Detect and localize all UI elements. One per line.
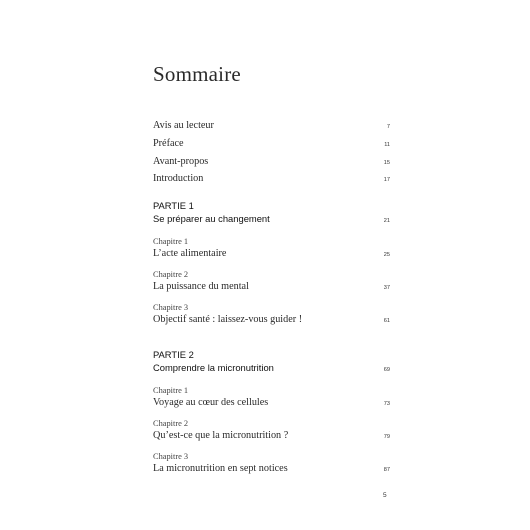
toc-entry[interactable] (153, 136, 390, 154)
chapter-page: 87 (383, 467, 390, 474)
table-of-contents (153, 118, 390, 497)
chapter-label: Chapitre 2 (153, 270, 189, 280)
toc-part-2 (153, 348, 390, 477)
chapter-entry[interactable] (153, 302, 390, 328)
chapter-page: 37 (383, 285, 390, 292)
part-page: 21 (383, 218, 390, 225)
toc-entry-page: 17 (383, 177, 390, 184)
chapter-page: 61 (383, 318, 390, 325)
toc-part-1 (153, 199, 390, 328)
chapter-label: Chapitre 3 (153, 452, 189, 462)
chapter-label: Chapitre 1 (153, 386, 189, 396)
part-title: Se préparer au changement (153, 213, 270, 225)
chapter-title: La micronutrition en sept notices (153, 463, 288, 475)
toc-entry[interactable] (153, 154, 390, 172)
part-page: 69 (383, 367, 390, 374)
toc-intro-group (153, 118, 390, 189)
toc-entry-label: Avant-propos (153, 155, 209, 167)
toc-entry-label: Introduction (153, 173, 204, 185)
chapter-label: Chapitre 3 (153, 303, 189, 313)
chapter-entry[interactable] (153, 418, 390, 444)
toc-entry-label: Préface (153, 137, 184, 149)
chapter-page: 25 (383, 252, 390, 259)
part-label: PARTIE 1 (153, 200, 194, 212)
part-label: PARTIE 2 (153, 349, 194, 361)
chapter-entry[interactable] (153, 236, 390, 262)
page-title: Sommaire (153, 62, 241, 86)
toc-entry-page: 11 (384, 141, 390, 148)
toc-entry-page: 15 (383, 159, 390, 166)
part-heading[interactable] (153, 199, 390, 228)
toc-entry-page: 7 (386, 124, 390, 130)
part-heading[interactable] (153, 348, 390, 377)
toc-entry-label: Avis au lecteur (153, 120, 214, 131)
chapter-title: La puissance du mental (153, 281, 249, 293)
toc-entry[interactable] (153, 171, 390, 189)
page-number: 5 (383, 492, 387, 499)
chapter-label: Chapitre 2 (153, 419, 189, 429)
chapter-entry[interactable] (153, 451, 390, 477)
chapter-title: Qu’est-ce que la micronutrition ? (153, 430, 289, 442)
chapter-page: 79 (383, 434, 390, 441)
chapter-title: Voyage au cœur des cellules (153, 397, 269, 409)
chapter-entry[interactable] (153, 385, 390, 411)
chapter-entry[interactable] (153, 269, 390, 295)
part-title: Comprendre la micronutrition (153, 362, 274, 374)
toc-entry[interactable] (153, 118, 390, 136)
chapter-page: 73 (383, 401, 390, 408)
chapter-title: Objectif santé : laissez-vous guider ! (153, 314, 303, 326)
chapter-label: Chapitre 1 (153, 237, 189, 247)
chapter-title: L’acte alimentaire (153, 248, 227, 260)
